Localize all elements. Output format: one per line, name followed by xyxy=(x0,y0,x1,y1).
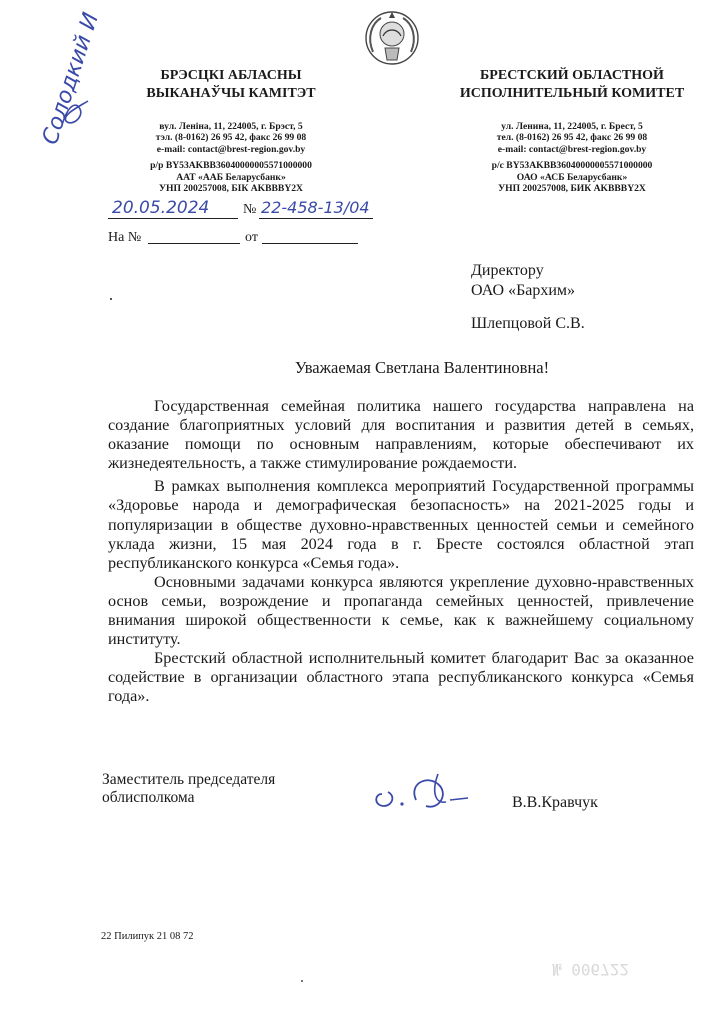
signatory-position xyxy=(102,771,275,807)
header-left xyxy=(113,67,349,194)
addressee-name: Шлепцовой С.В. xyxy=(471,315,585,332)
registration-date-field xyxy=(108,198,238,219)
reference-from-label: от xyxy=(245,230,258,245)
executor-note: 22 Пилипук 21 08 72 xyxy=(101,931,194,942)
faint-stamp-number: № 006722 xyxy=(552,960,630,979)
reference-number-line xyxy=(148,243,240,244)
coat-of-arms-emblem xyxy=(361,8,423,68)
header-right-phone: тел. (8-0162) 26 95 42, факс 26 99 08 xyxy=(496,132,648,144)
paragraph-1: Государственная семейная политика нашего государства направлена на создание благоприятных условий для воспитания и развития детей в семьях, оказание помощи по основным направлениям, которые обеспечивают их жизнедеятельность, а также стимулирование рождаемости. xyxy=(108,397,694,473)
registration-no-label: № xyxy=(243,202,257,217)
header-left-unp: УНП 200257008, БIК AKBBBY2X xyxy=(158,183,303,195)
addressee-block xyxy=(471,261,691,334)
header-left-phone: тэл. (8-0162) 26 95 42, факс 26 99 08 xyxy=(155,132,307,144)
header-right-bank: ОАО «АСБ Беларусбанк» xyxy=(516,171,628,183)
header-left-address: вул. Ленiна, 11, 224005, г. Брэст, 5 xyxy=(159,121,303,132)
handwritten-signature xyxy=(368,760,488,820)
paragraph-3: Основными задачами конкурса являются укрепление духовно-нравственных основ семьи, возрождение и пропаганда семейных ценностей, привлечение внимания широкой общественности к семье, как к важнейшему социальному институту. xyxy=(108,572,694,649)
header-left-email: e-mail: contact@brest-region.gov.by xyxy=(156,143,306,155)
header-left-title-1: БРЭСЦКI АБЛАСНЫ xyxy=(160,68,302,83)
letter-body xyxy=(108,397,694,707)
header-left-account: р/р BY53AKBB36040000005571000000 xyxy=(150,160,312,172)
header-right-address: ул. Ленина, 11, 224005, г. Брест, 5 xyxy=(501,121,643,132)
signatory-position-line-2: облисполкома xyxy=(102,789,195,806)
paper-speck xyxy=(301,980,303,982)
header-right-email: e-mail: contact@brest-region.gov.by xyxy=(497,143,647,155)
header-left-title-2: ВЫКАНАЎЧЫ КАМIТЭТ xyxy=(146,86,316,101)
header-right xyxy=(452,67,692,194)
signatory-position-line-1: Заместитель председателя xyxy=(102,771,276,788)
paragraph-2: В рамках выполнения комплекса мероприятий Государственной программы «Здоровье народа и демографическая безопасность» на 2021-2025 годы и популяризации в обществе духовно-нравственных ценностей семьи и семейного уклада жизни, 15 мая 2024 года в г. Бресте состоялся областной этап республиканского конкурса «Семья года». xyxy=(108,477,694,572)
registration-number: 22-458-13/04 xyxy=(261,198,370,217)
registration-number-field xyxy=(259,198,373,219)
reference-label: На № xyxy=(108,230,142,245)
paragraph-4: Брестский областной исполнительный комитет благодарит Вас за оказанное содействие в организации областного этапа республиканского конкурса «Семья года». xyxy=(108,649,694,706)
header-left-bank: ААТ «ААБ Беларусбанк» xyxy=(176,171,286,183)
header-right-title-1: БРЕСТСКИЙ ОБЛАСТНОЙ xyxy=(480,68,664,83)
registration-date: 20.05.2024 xyxy=(112,198,210,218)
header-right-unp: УНП 200257008, БИК AKBBBY2X xyxy=(498,183,646,195)
header-right-account: р/с BY53AKBB36040000005571000000 xyxy=(491,160,653,172)
addressee-position: Директору xyxy=(471,262,544,279)
resolution-signature xyxy=(54,95,94,135)
salutation: Уважаемая Светлана Валентиновна! xyxy=(294,358,550,377)
paper-speck xyxy=(110,298,112,300)
header-right-title-2: ИСПОЛНИТЕЛЬНЫЙ КОМИТЕТ xyxy=(459,86,685,101)
reference-date-line xyxy=(262,243,358,244)
resolution-note: Солодкий И xyxy=(37,9,105,148)
addressee-organization: ОАО «Бархим» xyxy=(471,282,576,299)
signatory-name: В.В.Кравчук xyxy=(512,794,598,811)
